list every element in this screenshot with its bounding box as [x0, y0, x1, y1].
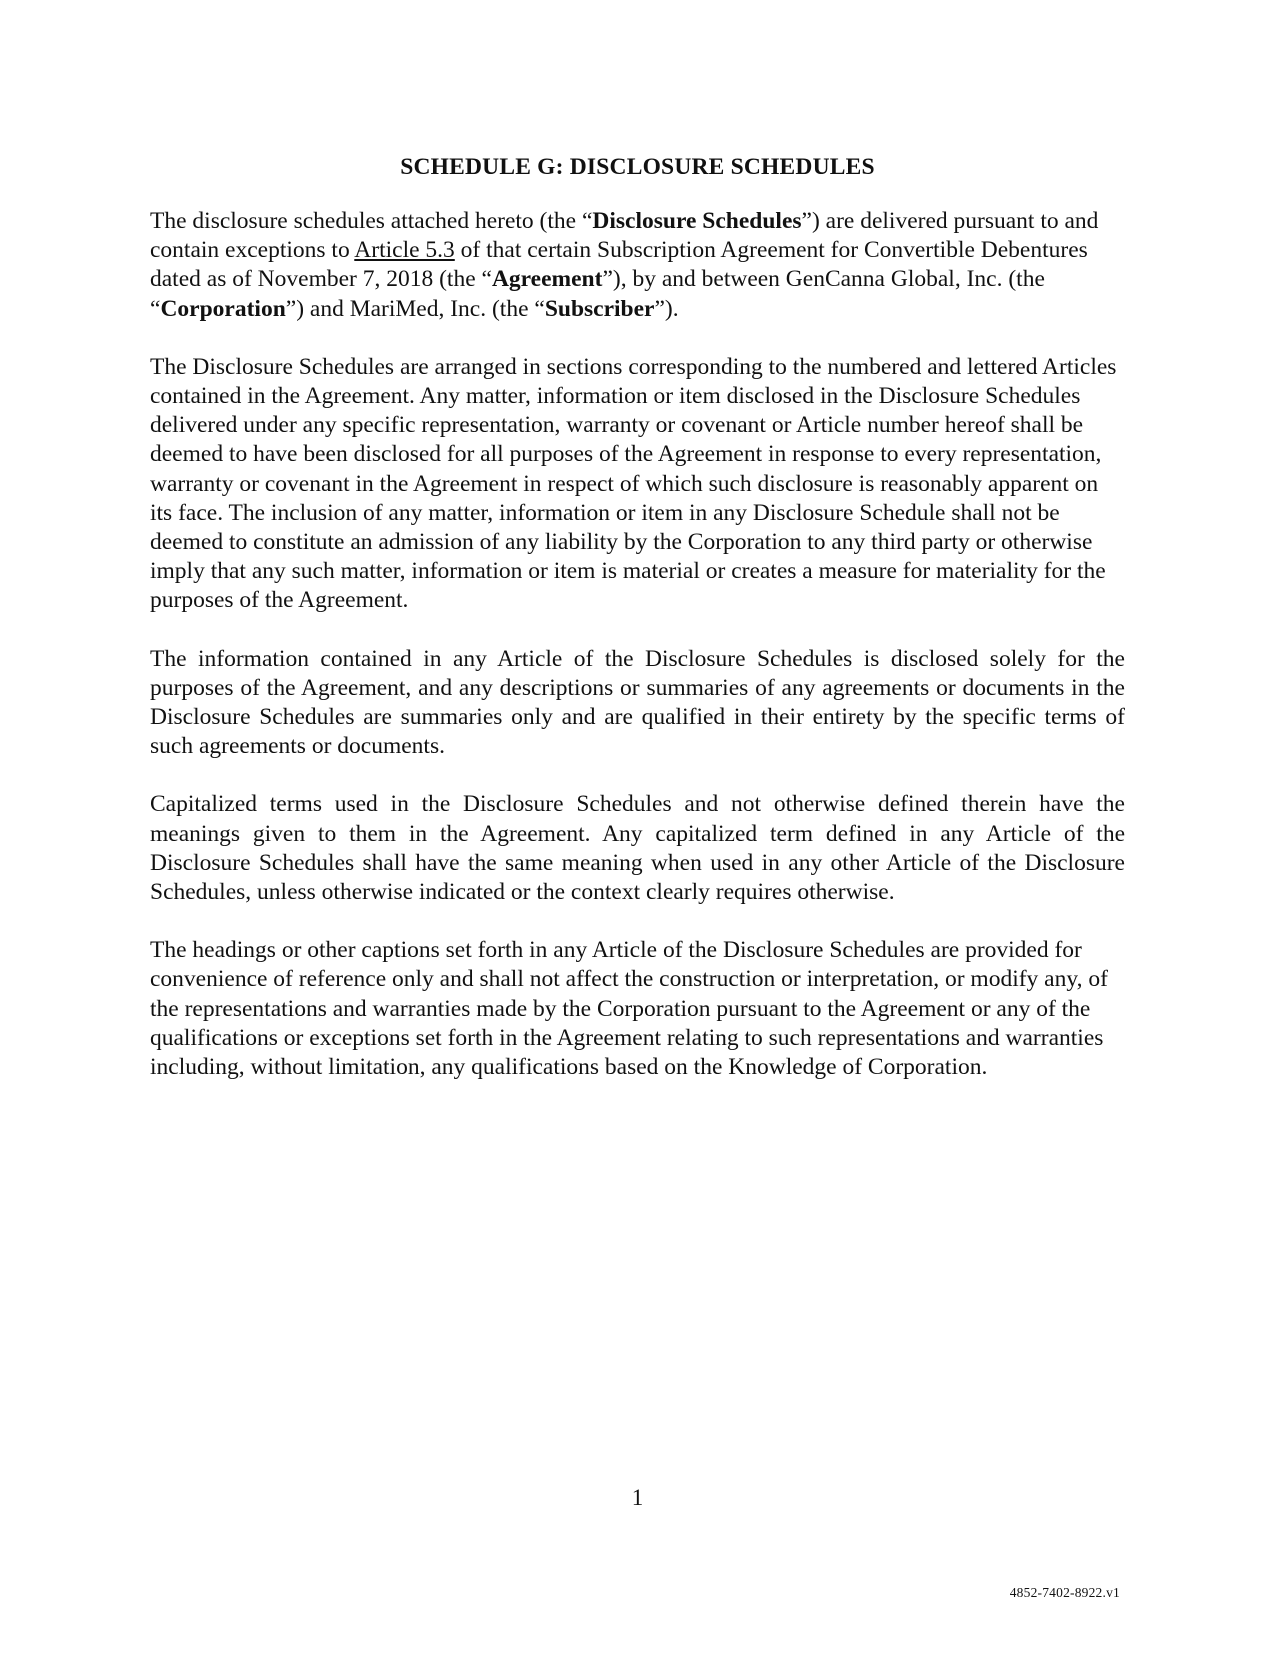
paragraph-information: The information contained in any Article of the Disclosure Schedules is disclosed solely for the purposes of the Agreement, and any descriptions or summaries of any agreements or documents in the Disclosure Schedules are summaries only and are qualified in their entirety by the specific terms of such agreements or documents. [150, 645, 1125, 760]
article-reference-link[interactable]: Article 5.3 [354, 237, 455, 264]
intro-text-5: ”) and MariMed, Inc. (the “ [285, 295, 545, 322]
term-disclosure-schedules: Disclosure Schedules [592, 208, 802, 234]
intro-text-3: of that certain Subscription Agreement for Convertible Debentures dated as of November 7, 2018 (the “ [150, 237, 1088, 293]
document-body [150, 207, 1125, 1111]
paragraph-arrangement: The Disclosure Schedules are arranged in sections corresponding to the numbered and lettered Articles contained in the Agreement. Any matter, information or item disclosed in the Disclosure Schedules delivered under any specific representation, warranty or covenant or Article number hereof shall be deemed to have been disclosed for all purposes of the Agreement in response to every representation, warranty or covenant in the Agreement in respect of which such disclosure is reasonably apparent on its face. The inclusion of any matter, information or item in any Disclosure Schedule shall not be deemed to constitute an admission of any liability by the Corporation to any third party or otherwise imply that any such matter, information or item is material or creates a measure for materiality for the purposes of the Agreement. [150, 353, 1117, 614]
term-corporation: Corporation [160, 295, 286, 322]
paragraph-capitalized-terms: Capitalized terms used in the Disclosure Schedules and not otherwise defined therein have the meanings given to them in the Agreement. Any capitalized term defined in any Article of the Disclosure Schedules shall have the same meaning when used in any other Article of the Disclosure Schedules, unless otherwise indicated or the context clearly requires otherwise. [150, 791, 1125, 906]
paragraph-intro [150, 207, 1125, 324]
intro-text-2: ”) are delivered pursuant to and contain exceptions to [150, 208, 1099, 264]
page-title: SCHEDULE G: DISCLOSURE SCHEDULES [400, 154, 875, 180]
intro-text-4: ”), by and between GenCanna Global, Inc. (the “ [150, 266, 1045, 322]
document-id: 4852-7402-8922.v1 [1009, 1585, 1120, 1600]
term-subscriber: Subscriber [544, 295, 655, 322]
term-agreement: Agreement [491, 266, 603, 293]
page-number: 1 [631, 1485, 644, 1510]
intro-text-1: The disclosure schedules attached hereto (the “ [150, 208, 593, 234]
paragraph-headings: The headings or other captions set forth in any Article of the Disclosure Schedules are provided for convenience of reference only and shall not affect the construction or interpretation, or modify any, of the representations and warranties made by the Corporation pursuant to the Agreement or any of the qualifications or exceptions set forth in the Agreement relating to such representations and warranties including, without limitation, any qualifications based on the Knowledge of Corporation. [150, 937, 1108, 1081]
intro-text-6: ”). [654, 295, 679, 322]
